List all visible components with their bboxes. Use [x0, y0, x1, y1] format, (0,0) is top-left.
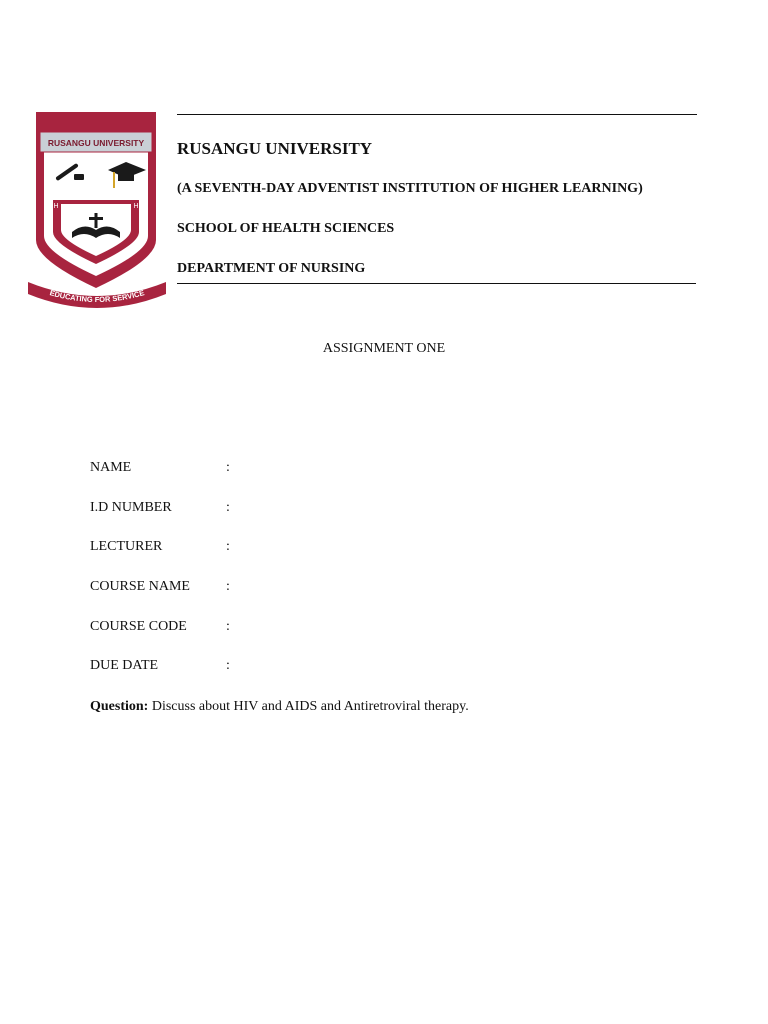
field-label: DUE DATE: [90, 658, 159, 673]
field-colon: :: [226, 539, 230, 554]
letter-h-right: H: [133, 203, 139, 210]
field-label: NAME: [90, 460, 132, 475]
university-crest-logo: [26, 110, 168, 314]
field-colon: :: [226, 460, 230, 475]
field-colon: :: [226, 579, 230, 594]
field-label: COURSE NAME: [90, 579, 190, 594]
field-course-code: [90, 619, 230, 635]
field-label: LECTURER: [90, 539, 163, 554]
field-colon: :: [226, 619, 230, 634]
institution-subtitle: (A SEVENTH-DAY ADVENTIST INSTITUTION OF HIGHER LEARNING): [177, 181, 643, 196]
assignment-title: ASSIGNMENT ONE: [322, 341, 446, 356]
field-colon: :: [226, 500, 230, 515]
field-name: [90, 460, 230, 476]
school-name: SCHOOL OF HEALTH SCIENCES: [177, 221, 395, 236]
assignment-question: [90, 699, 469, 715]
field-due-date: [90, 658, 230, 674]
university-name: RUSANGU UNIVERSITY: [177, 139, 373, 158]
letter-h-left: H: [53, 203, 59, 210]
header-bottom-rule: [177, 283, 696, 284]
header-top-rule: [177, 114, 697, 115]
field-id-number: [90, 500, 230, 516]
department-name: DEPARTMENT OF NURSING: [177, 261, 366, 276]
field-colon: :: [226, 658, 230, 673]
question-text: Discuss about HIV and AIDS and Antiretroviral therapy.: [148, 699, 469, 714]
logo-banner-text: RUSANGU UNIVERSITY: [47, 138, 145, 148]
question-label: Question:: [90, 699, 149, 714]
field-course-name: [90, 579, 230, 595]
letter-h-bottom: H: [93, 269, 99, 276]
field-lecturer: [90, 539, 230, 555]
logo-motto-text: EDUCATING FOR SERVICE: [48, 288, 146, 305]
field-label: I.D NUMBER: [90, 500, 172, 515]
field-label: COURSE CODE: [90, 619, 187, 634]
